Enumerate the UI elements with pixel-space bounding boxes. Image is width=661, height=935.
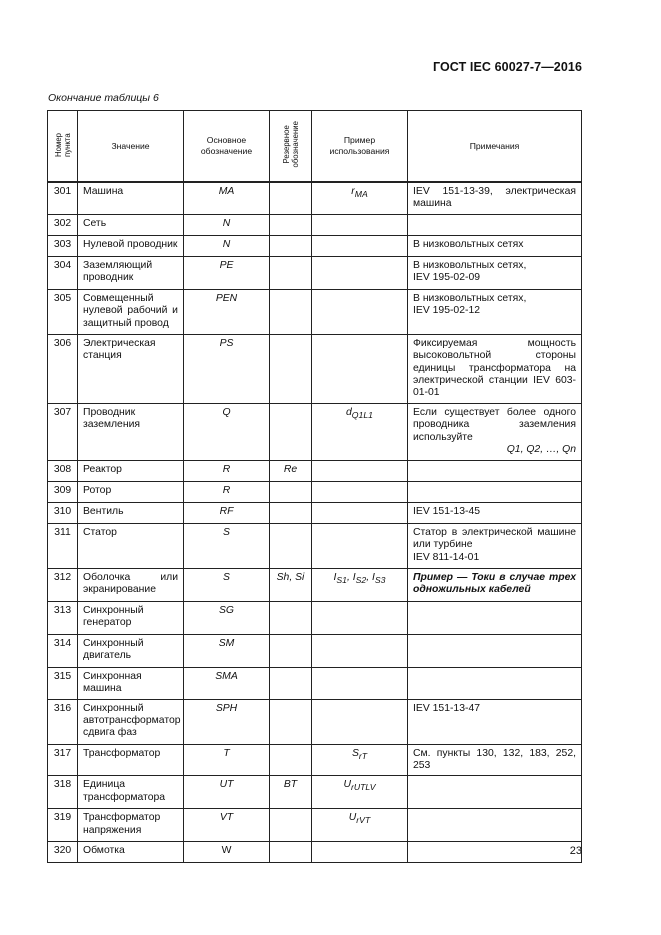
row-main-symbol: MA: [184, 182, 270, 214]
row-main-symbol: R: [184, 481, 270, 502]
row-example: [312, 403, 408, 460]
col-header-reserve-symbol: Резервное обозначение: [270, 111, 312, 183]
row-meaning: Заземляющий проводник: [78, 256, 184, 289]
row-example: [312, 481, 408, 502]
row-notes: [408, 481, 582, 502]
row-notes: [408, 523, 582, 568]
row-notes: [408, 776, 582, 809]
row-notes: [408, 568, 582, 601]
table-row: [48, 182, 582, 214]
row-meaning: Реактор: [78, 460, 184, 481]
row-example: [312, 634, 408, 667]
table-row: [48, 460, 582, 481]
row-meaning: Статор: [78, 523, 184, 568]
row-example: [312, 601, 408, 634]
row-main-symbol: VT: [184, 809, 270, 842]
row-reserve-symbol: [270, 182, 312, 214]
row-meaning: Сеть: [78, 214, 184, 235]
table-row: [48, 235, 582, 256]
row-meaning: Обмотка: [78, 842, 184, 863]
row-number: 303: [48, 235, 78, 256]
table-row: [48, 481, 582, 502]
row-notes: [408, 235, 582, 256]
row-meaning: Единица трансформатора: [78, 776, 184, 809]
table-row: [48, 568, 582, 601]
example-symbol: I: [333, 571, 337, 583]
row-example: [312, 809, 408, 842]
row-notes: [408, 699, 582, 744]
example-subscript: rT: [358, 750, 368, 761]
row-meaning: Ротор: [78, 481, 184, 502]
row-reserve-symbol: [270, 634, 312, 667]
row-number: 319: [48, 809, 78, 842]
row-reserve-symbol: [270, 403, 312, 460]
row-main-symbol: S: [184, 568, 270, 601]
row-main-symbol: N: [184, 214, 270, 235]
row-reserve-symbol: BT: [270, 776, 312, 809]
row-notes: [408, 289, 582, 334]
table-row: [48, 523, 582, 568]
example-subscript: S1: [336, 574, 347, 585]
row-notes-text: IEV 151-13-47: [413, 702, 481, 714]
row-example: [312, 214, 408, 235]
row-reserve-symbol: [270, 256, 312, 289]
row-example: [312, 502, 408, 523]
document-code-header: ГОСТ IEC 60027-7—2016: [432, 60, 582, 74]
row-notes: [408, 502, 582, 523]
row-example: [312, 334, 408, 403]
row-reserve-symbol: [270, 699, 312, 744]
row-reserve-symbol: [270, 481, 312, 502]
row-reserve-symbol: [270, 601, 312, 634]
row-notes-text: См. пункты 130, 132, 183, 252, 253: [413, 747, 576, 772]
example-subscript: rVT: [356, 815, 371, 826]
row-meaning: Проводник заземления: [78, 403, 184, 460]
row-notes-text: IEV 151-13-39, электрическая машина: [413, 186, 576, 210]
table-body: [48, 182, 582, 863]
row-notes: [408, 182, 582, 214]
row-notes: [408, 634, 582, 667]
col-header-number: Номер пункта: [48, 111, 78, 183]
row-example: [312, 744, 408, 776]
row-reserve-symbol: [270, 523, 312, 568]
row-notes: [408, 403, 582, 460]
row-reserve-symbol: [270, 235, 312, 256]
example-subscript: rUTLV: [350, 782, 376, 793]
row-main-symbol: SPH: [184, 699, 270, 744]
row-main-symbol: PEN: [184, 289, 270, 334]
row-example: [312, 842, 408, 863]
row-notes: [408, 809, 582, 842]
row-number: 312: [48, 568, 78, 601]
table-row: [48, 776, 582, 809]
row-notes: [408, 256, 582, 289]
example-subscript: MA: [354, 189, 368, 200]
row-notes-text: IEV 151-13-45: [413, 505, 481, 517]
example-subscript: S3: [374, 574, 386, 585]
row-reserve-symbol: [270, 667, 312, 699]
row-main-symbol: UT: [184, 776, 270, 809]
table-row: [48, 214, 582, 235]
example-symbol: U: [343, 779, 351, 791]
row-notes-text: В низковольтных сетях, IEV 195-02-12: [413, 292, 527, 317]
row-main-symbol: SMA: [184, 667, 270, 699]
example-symbol: r: [351, 186, 355, 197]
row-example: [312, 776, 408, 809]
example-subscript: Q1L1: [351, 409, 373, 420]
row-example: [312, 667, 408, 699]
row-example: [312, 182, 408, 214]
row-meaning: Синхронный автотрансформатор сдвига фаз: [78, 699, 184, 744]
row-reserve-symbol: [270, 334, 312, 403]
row-number: 302: [48, 214, 78, 235]
symbols-table: [47, 110, 582, 863]
row-example: $I_{S1}$, $I_{S2}$, $I_{S3}$: [312, 568, 408, 601]
row-number: 308: [48, 460, 78, 481]
row-main-symbol: PS: [184, 334, 270, 403]
table-row: [48, 403, 582, 460]
row-notes: [408, 460, 582, 481]
row-notes-extra: Q1, Q2, …, Qn: [506, 444, 576, 456]
row-number: 306: [48, 334, 78, 403]
row-example: [312, 460, 408, 481]
row-meaning: Совмещенный нулевой рабочий и защитный провод: [78, 289, 184, 334]
row-reserve-symbol: Re: [270, 460, 312, 481]
col-header-notes: Примечания: [408, 111, 582, 183]
row-number: 311: [48, 523, 78, 568]
row-main-symbol: Q: [184, 403, 270, 460]
row-reserve-symbol: [270, 502, 312, 523]
col-header-main-symbol: Основное обозначение: [184, 111, 270, 183]
row-notes: [408, 842, 582, 863]
table-row: [48, 334, 582, 403]
table-row: [48, 667, 582, 699]
row-meaning: Нулевой проводник: [78, 235, 184, 256]
example-symbol: I: [352, 571, 356, 583]
row-meaning: Трансформатор: [78, 744, 184, 776]
row-notes-text: Статор в электрической машине или турбине IEV 811-14-01: [413, 526, 576, 563]
row-main-symbol: W: [184, 842, 270, 863]
table-row: [48, 744, 582, 776]
row-main-symbol: R: [184, 460, 270, 481]
example-symbol: U: [348, 812, 357, 824]
row-example: [312, 235, 408, 256]
row-reserve-symbol: [270, 214, 312, 235]
row-notes: [408, 667, 582, 699]
row-meaning: Синхронный двигатель: [78, 634, 184, 667]
row-number: 317: [48, 744, 78, 776]
row-number: 309: [48, 481, 78, 502]
row-number: 318: [48, 776, 78, 809]
row-meaning: Электрическая станция: [78, 334, 184, 403]
row-number: 315: [48, 667, 78, 699]
row-reserve-symbol: [270, 842, 312, 863]
row-main-symbol: N: [184, 235, 270, 256]
table-header: [48, 111, 582, 183]
table-row: [48, 699, 582, 744]
row-example: [312, 699, 408, 744]
row-number: 304: [48, 256, 78, 289]
table-row: [48, 601, 582, 634]
row-main-symbol: S: [184, 523, 270, 568]
example-symbol: S: [351, 747, 359, 759]
row-number: 313: [48, 601, 78, 634]
row-main-symbol: T: [184, 744, 270, 776]
row-example: [312, 289, 408, 334]
row-main-symbol: SM: [184, 634, 270, 667]
row-main-symbol: PE: [184, 256, 270, 289]
row-main-symbol: SG: [184, 601, 270, 634]
row-meaning: Вентиль: [78, 502, 184, 523]
example-subscript: S2: [355, 574, 367, 585]
row-notes-text: Пример — Токи в случае трех одножильных кабелей: [413, 571, 576, 596]
row-notes: [408, 601, 582, 634]
row-number: 305: [48, 289, 78, 334]
table-row: [48, 634, 582, 667]
row-number: 310: [48, 502, 78, 523]
col-header-example: Пример использования: [312, 111, 408, 183]
table-caption: Окончание таблицы 6: [48, 92, 159, 104]
row-notes-text: В низковольтных сетях, IEV 195-02-09: [413, 259, 527, 284]
example-symbol: I: [372, 571, 375, 583]
row-example: [312, 256, 408, 289]
row-number: 314: [48, 634, 78, 667]
row-meaning: Машина: [78, 182, 184, 214]
row-notes-text: В низковольтных сетях: [413, 238, 524, 250]
row-notes: [408, 214, 582, 235]
row-notes-text: Если существует более одного проводника заземления используйте: [413, 406, 576, 443]
row-notes-text: Фиксируемая мощность высоковольтной стороны единицы трансформатора на электрической станции IEV 603-01-01: [413, 337, 576, 399]
row-number: 307: [48, 403, 78, 460]
row-notes: [408, 744, 582, 776]
row-reserve-symbol: [270, 809, 312, 842]
row-meaning: Трансформатор напряжения: [78, 809, 184, 842]
row-number: 320: [48, 842, 78, 863]
row-reserve-symbol: [270, 289, 312, 334]
col-header-meaning: Значение: [78, 111, 184, 183]
row-reserve-symbol: [270, 744, 312, 776]
table-row: [48, 842, 582, 863]
table-row: [48, 502, 582, 523]
row-number: 316: [48, 699, 78, 744]
row-meaning: Синхронный генератор: [78, 601, 184, 634]
row-meaning: Оболочка или экранирование: [78, 568, 184, 601]
table-row: [48, 256, 582, 289]
row-meaning: Синхронная машина: [78, 667, 184, 699]
table-row: [48, 289, 582, 334]
row-main-symbol: RF: [184, 502, 270, 523]
row-reserve-symbol: Sh, Si: [270, 568, 312, 601]
row-example: [312, 523, 408, 568]
table-row: [48, 809, 582, 842]
row-notes: [408, 334, 582, 403]
row-number: 301: [48, 182, 78, 214]
page-number: 23: [569, 845, 582, 857]
example-symbol: d: [346, 406, 352, 418]
